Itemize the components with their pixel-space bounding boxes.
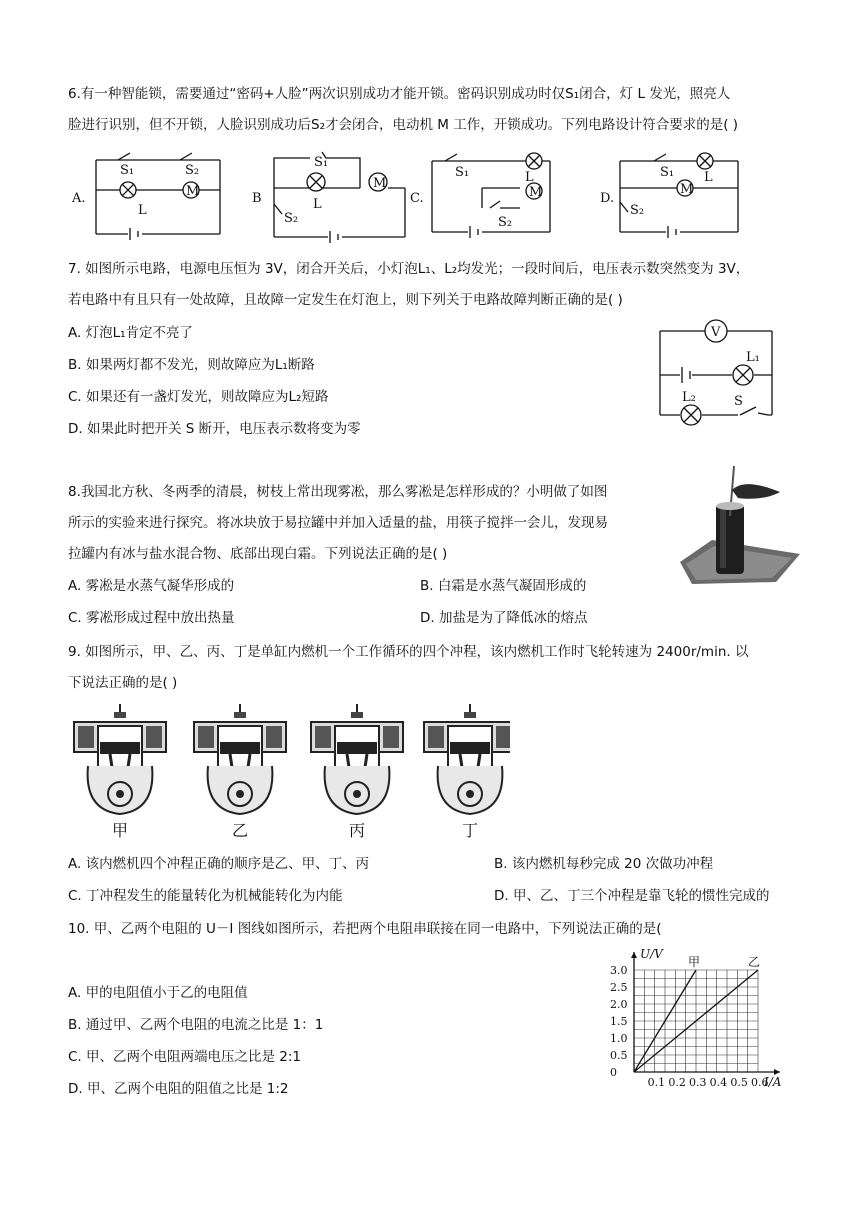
- q6b-s2-label: S₂: [284, 211, 299, 226]
- q8-experiment-photo: [672, 462, 802, 592]
- series-label-yi: 乙: [748, 955, 761, 969]
- q6-option-d-label: D.: [600, 191, 615, 206]
- q6-stem-line2: 脸进行识别，但不开锁，人脸识别成功后S₂才会闭合，电动机 M 工作，开锁成功。下列电路设计符合要求的是( ): [68, 117, 739, 133]
- y-tick-label: 2.0: [610, 998, 628, 1011]
- q9-label-jia: 甲: [112, 821, 129, 840]
- x-tick-label: 0.1: [647, 1076, 666, 1089]
- q7-option-d: D. 如果此时把开关 S 断开，电压表示数将变为零: [68, 421, 361, 437]
- chart-y-axis-label: U/V: [640, 948, 663, 961]
- q7-stem-line2: 若电路中有且只有一处故障，且故障一定发生在灯泡上，则下列关于电路故障判断正确的是( ): [68, 292, 623, 308]
- q6c-m-label: M: [529, 185, 543, 200]
- q10-option-a: A. 甲的电阻值小于乙的电阻值: [68, 985, 248, 1001]
- q10-option-b: B. 通过甲、乙两个电阻的电流之比是 1：1: [68, 1017, 324, 1033]
- q7-option-a: A. 灯泡L₁肯定不亮了: [68, 325, 194, 341]
- q6-stem-line1: 6.有一种智能锁，需要通过“密码+人脸”两次识别成功才能开锁。密码识别成功时仅S₁闭合，灯 L 发光，照亮人: [68, 86, 731, 102]
- q10-option-d: D. 甲、乙两个电阻的阻值之比是 1:2: [68, 1081, 289, 1097]
- q6a-s2-label: S₂: [185, 163, 200, 178]
- q6c-s2-label: S₂: [498, 215, 513, 230]
- q6a-l-label: L: [138, 203, 147, 218]
- series-label-jia: 甲: [688, 955, 701, 969]
- q9-label-bing: 丙: [349, 821, 366, 840]
- q7-option-b: B. 如果两灯都不发光，则故障应为L₁断路: [68, 357, 315, 373]
- q9-option-a: A. 该内燃机四个冲程正确的顺序是乙、甲、丁、丙: [68, 856, 370, 872]
- q6c-s1-label: S₁: [455, 165, 470, 180]
- q7-voltmeter-label: V: [711, 325, 721, 340]
- q8-stem-line1: 8.我国北方秋、冬两季的清晨，树枝上常出现雾凇，那么雾凇是怎样形成的？小明做了如图: [68, 484, 608, 500]
- q6-option-b-label: B: [252, 191, 262, 206]
- q8-option-a: A. 雾凇是水蒸气凝华形成的: [68, 578, 235, 594]
- q6d-l-label: L: [704, 170, 713, 185]
- q8-option-b: B. 白霜是水蒸气凝固形成的: [420, 578, 587, 594]
- q6b-m-label: M: [373, 176, 387, 191]
- y-tick-label: 0: [610, 1066, 617, 1079]
- y-tick-label: 3.0: [610, 964, 628, 977]
- q6d-s1-label: S₁: [660, 165, 675, 180]
- q6-option-c-label: C.: [410, 191, 424, 206]
- q6d-s2-label: S₂: [630, 203, 645, 218]
- q9-label-yi: 乙: [232, 821, 249, 840]
- y-tick-label: 0.5: [610, 1049, 628, 1062]
- q8-stem-line2: 所示的实验来进行探究。将冰块放于易拉罐中并加入适量的盐，用筷子搅拌一会儿，发现易: [68, 515, 608, 531]
- q6-option-a-label: A.: [72, 191, 86, 206]
- q10-ui-chart: [598, 948, 798, 1098]
- x-tick-label: 0.6: [751, 1076, 769, 1089]
- q6a-s1-label: S₁: [120, 163, 135, 178]
- q7-stem-line1: 7. 如图所示电路，电源电压恒为 3V，闭合开关后，小灯泡L₁、L₂均发光；一段时间后，电压表示数突然变为 3V，: [68, 261, 750, 277]
- q7-circuit-diagram: [650, 315, 790, 435]
- q10-stem: 10. 甲、乙两个电阻的 U－I 图线如图所示，若把两个电阻串联接在同一电路中，下列说法正确的是(: [68, 921, 662, 937]
- q10-option-c: C. 甲、乙两个电阻两端电压之比是 2:1: [68, 1049, 302, 1065]
- y-tick-label: 1.5: [610, 1015, 628, 1028]
- q6a-m-label: M: [186, 184, 200, 199]
- x-tick-label: 0.2: [668, 1076, 686, 1089]
- q6b-l-label: L: [313, 197, 322, 212]
- q9-stem-line2: 下说法正确的是( ): [68, 675, 178, 691]
- q7-option-c: C. 如果还有一盏灯发光，则故障应为L₂短路: [68, 389, 329, 405]
- q9-option-b: B. 该内燃机每秒完成 20 次做功冲程: [494, 856, 714, 872]
- x-tick-label: 0.3: [689, 1076, 707, 1089]
- q8-stem-line3: 拉罐内有冰与盐水混合物、底部出现白霜。下列说法正确的是( ): [68, 546, 448, 562]
- q9-option-c: C. 丁冲程发生的能量转化为机械能转化为内能: [68, 888, 343, 904]
- chart-x-axis-label: I/A: [764, 1075, 782, 1089]
- q6d-m-label: M: [680, 182, 694, 197]
- q8-option-d: D. 加盐是为了降低冰的熔点: [420, 610, 588, 626]
- q7-l1-label: L₁: [746, 350, 760, 365]
- q8-option-c: C. 雾凇形成过程中放出热量: [68, 610, 235, 626]
- q7-switch-label: S: [734, 394, 743, 409]
- y-axis-arrow: [631, 952, 637, 958]
- q7-l2-label: L₂: [682, 390, 696, 405]
- q9-stem-line1: 9. 如图所示，甲、乙、丙、丁是单缸内燃机一个工作循环的四个冲程，该内燃机工作时飞轮转速为 2400r/min. 以: [68, 644, 749, 660]
- q6c-l-label: L: [525, 170, 534, 185]
- q9-label-ding: 丁: [462, 821, 479, 840]
- y-tick-label: 1.0: [610, 1032, 628, 1045]
- y-tick-label: 2.5: [610, 981, 628, 994]
- q9-option-d: D. 甲、乙、丁三个冲程是靠飞轮的惯性完成的: [494, 888, 770, 904]
- q6-circuit-options: [60, 148, 800, 248]
- q9-engine-strokes-figure: [70, 702, 510, 842]
- x-tick-label: 0.5: [730, 1076, 748, 1089]
- x-tick-label: 0.4: [709, 1076, 728, 1089]
- q6b-s1-label: S₁: [314, 155, 329, 170]
